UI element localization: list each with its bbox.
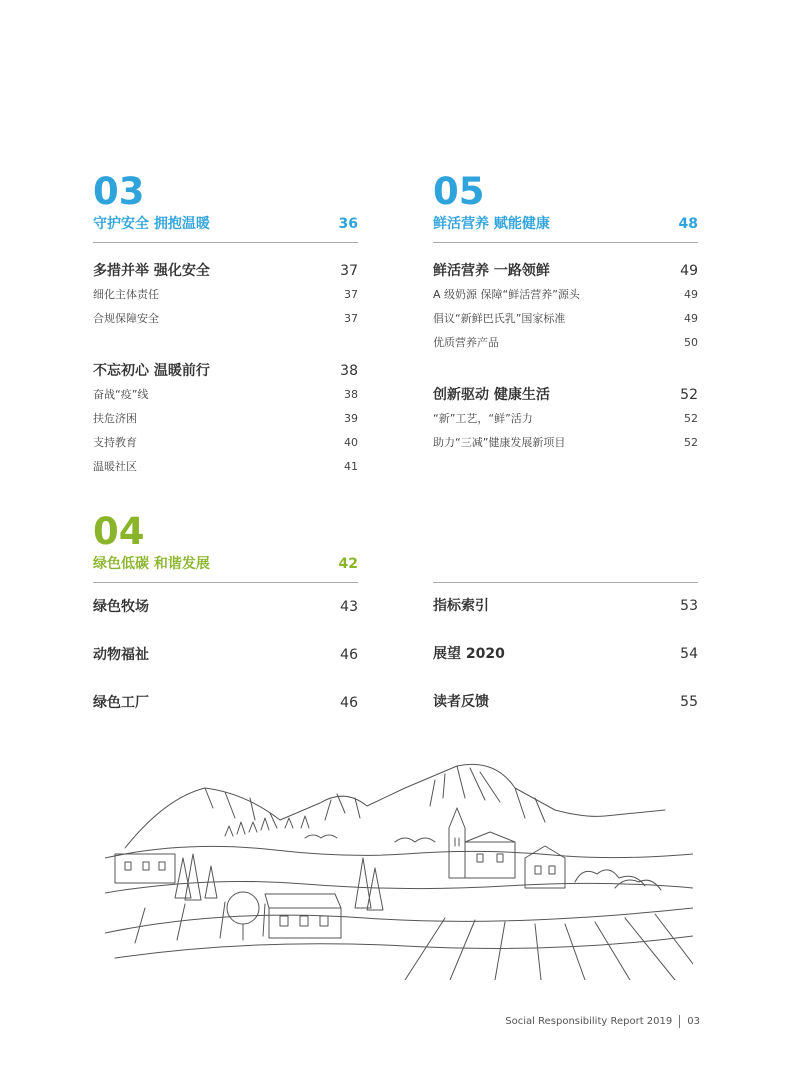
item-label: A 级奶源 保障“鲜活营养”源头	[433, 288, 580, 301]
entry-page: 46	[340, 695, 358, 711]
toc-subheading[interactable]	[93, 359, 358, 383]
toc-item[interactable]	[93, 383, 358, 407]
toc-entry[interactable]	[433, 594, 698, 618]
item-label: 温暖社区	[93, 460, 137, 473]
section-page: 36	[338, 216, 358, 232]
toc-item[interactable]	[93, 283, 358, 307]
entry-page: 54	[680, 646, 698, 662]
toc-group	[433, 259, 698, 355]
toc-item[interactable]	[433, 307, 698, 331]
entry-page: 53	[680, 598, 698, 614]
item-page: 52	[684, 436, 698, 449]
toc-item[interactable]	[93, 407, 358, 431]
footer-divider	[679, 1015, 680, 1028]
subheading-page: 38	[340, 363, 358, 379]
item-label: 优质营养产品	[433, 336, 499, 349]
section-title: 守护安全 拥抱温暖	[93, 216, 210, 232]
subheading-title: 多措并举 强化安全	[93, 263, 210, 279]
section-page: 48	[678, 216, 698, 232]
page-footer	[505, 1013, 700, 1029]
item-label: 倡议“新鲜巴氏乳”国家标准	[433, 312, 566, 325]
toc-subheading[interactable]	[93, 259, 358, 283]
entry-label: 动物福祉	[93, 647, 149, 663]
item-page: 41	[344, 460, 358, 473]
subheading-title: 鲜活营养 一路领鲜	[433, 263, 550, 279]
toc-item[interactable]	[93, 307, 358, 331]
item-label: 助力“三减”健康发展新项目	[433, 436, 566, 449]
section-title: 鲜活营养 赋能健康	[433, 216, 550, 232]
toc-item[interactable]	[433, 283, 698, 307]
toc-item[interactable]	[433, 331, 698, 355]
subheading-page: 49	[680, 263, 698, 279]
subheading-page: 37	[340, 263, 358, 279]
toc-appendix	[433, 582, 698, 738]
toc-group	[93, 359, 358, 479]
item-page: 37	[344, 312, 358, 325]
entry-label: 指标索引	[433, 598, 489, 614]
section-heading[interactable]	[433, 212, 698, 243]
toc-item[interactable]	[433, 407, 698, 431]
page-number: 03	[687, 1015, 700, 1027]
toc-entry[interactable]	[93, 691, 358, 715]
item-label: 合规保障安全	[93, 312, 159, 325]
subheading-page: 52	[680, 387, 698, 403]
toc-subheading[interactable]	[433, 383, 698, 407]
entry-page: 55	[680, 694, 698, 710]
section-title: 绿色低碳 和谐发展	[93, 556, 210, 572]
toc-section-03	[93, 172, 358, 479]
subheading-title: 不忘初心 温暖前行	[93, 363, 210, 379]
toc-section-05	[433, 172, 698, 455]
toc-entry[interactable]	[93, 643, 358, 667]
toc-entry[interactable]	[93, 595, 358, 619]
section-page: 42	[338, 556, 358, 572]
item-page: 52	[684, 412, 698, 425]
entry-label: 绿色牧场	[93, 599, 149, 615]
entry-page: 46	[340, 647, 358, 663]
item-label: 细化主体责任	[93, 288, 159, 301]
item-page: 40	[344, 436, 358, 449]
toc-subheading[interactable]	[433, 259, 698, 283]
toc-group	[433, 383, 698, 455]
entry-page: 43	[340, 599, 358, 615]
toc-entry[interactable]	[433, 642, 698, 666]
entry-label: 读者反馈	[433, 694, 489, 710]
item-label: 支持教育	[93, 436, 137, 449]
report-title: Social Responsibility Report 2019	[505, 1015, 673, 1027]
toc-entry-list	[433, 594, 698, 714]
section-number: 04	[93, 510, 145, 553]
toc-section-04	[93, 512, 358, 739]
item-label: 扶危济困	[93, 412, 137, 425]
subheading-title: 创新驱动 健康生活	[433, 387, 550, 403]
section-number: 05	[433, 170, 485, 213]
section-heading[interactable]	[93, 212, 358, 243]
item-page: 50	[684, 336, 698, 349]
item-page: 37	[344, 288, 358, 301]
entry-label: 绿色工厂	[93, 695, 149, 711]
item-page: 39	[344, 412, 358, 425]
toc-entry-list	[93, 595, 358, 715]
landscape-illustration	[105, 758, 693, 980]
item-page: 49	[684, 288, 698, 301]
item-page: 38	[344, 388, 358, 401]
toc-item[interactable]	[93, 431, 358, 455]
item-label: “新”工艺，“鲜”活力	[433, 412, 533, 425]
entry-label: 展望 2020	[433, 646, 505, 662]
divider	[433, 582, 698, 583]
toc-entry[interactable]	[433, 690, 698, 714]
toc-item[interactable]	[433, 431, 698, 455]
toc-item[interactable]	[93, 455, 358, 479]
section-number: 03	[93, 170, 145, 213]
section-heading[interactable]	[93, 552, 358, 583]
item-page: 49	[684, 312, 698, 325]
toc-group	[93, 259, 358, 331]
item-label: 奋战“疫”线	[93, 388, 149, 401]
